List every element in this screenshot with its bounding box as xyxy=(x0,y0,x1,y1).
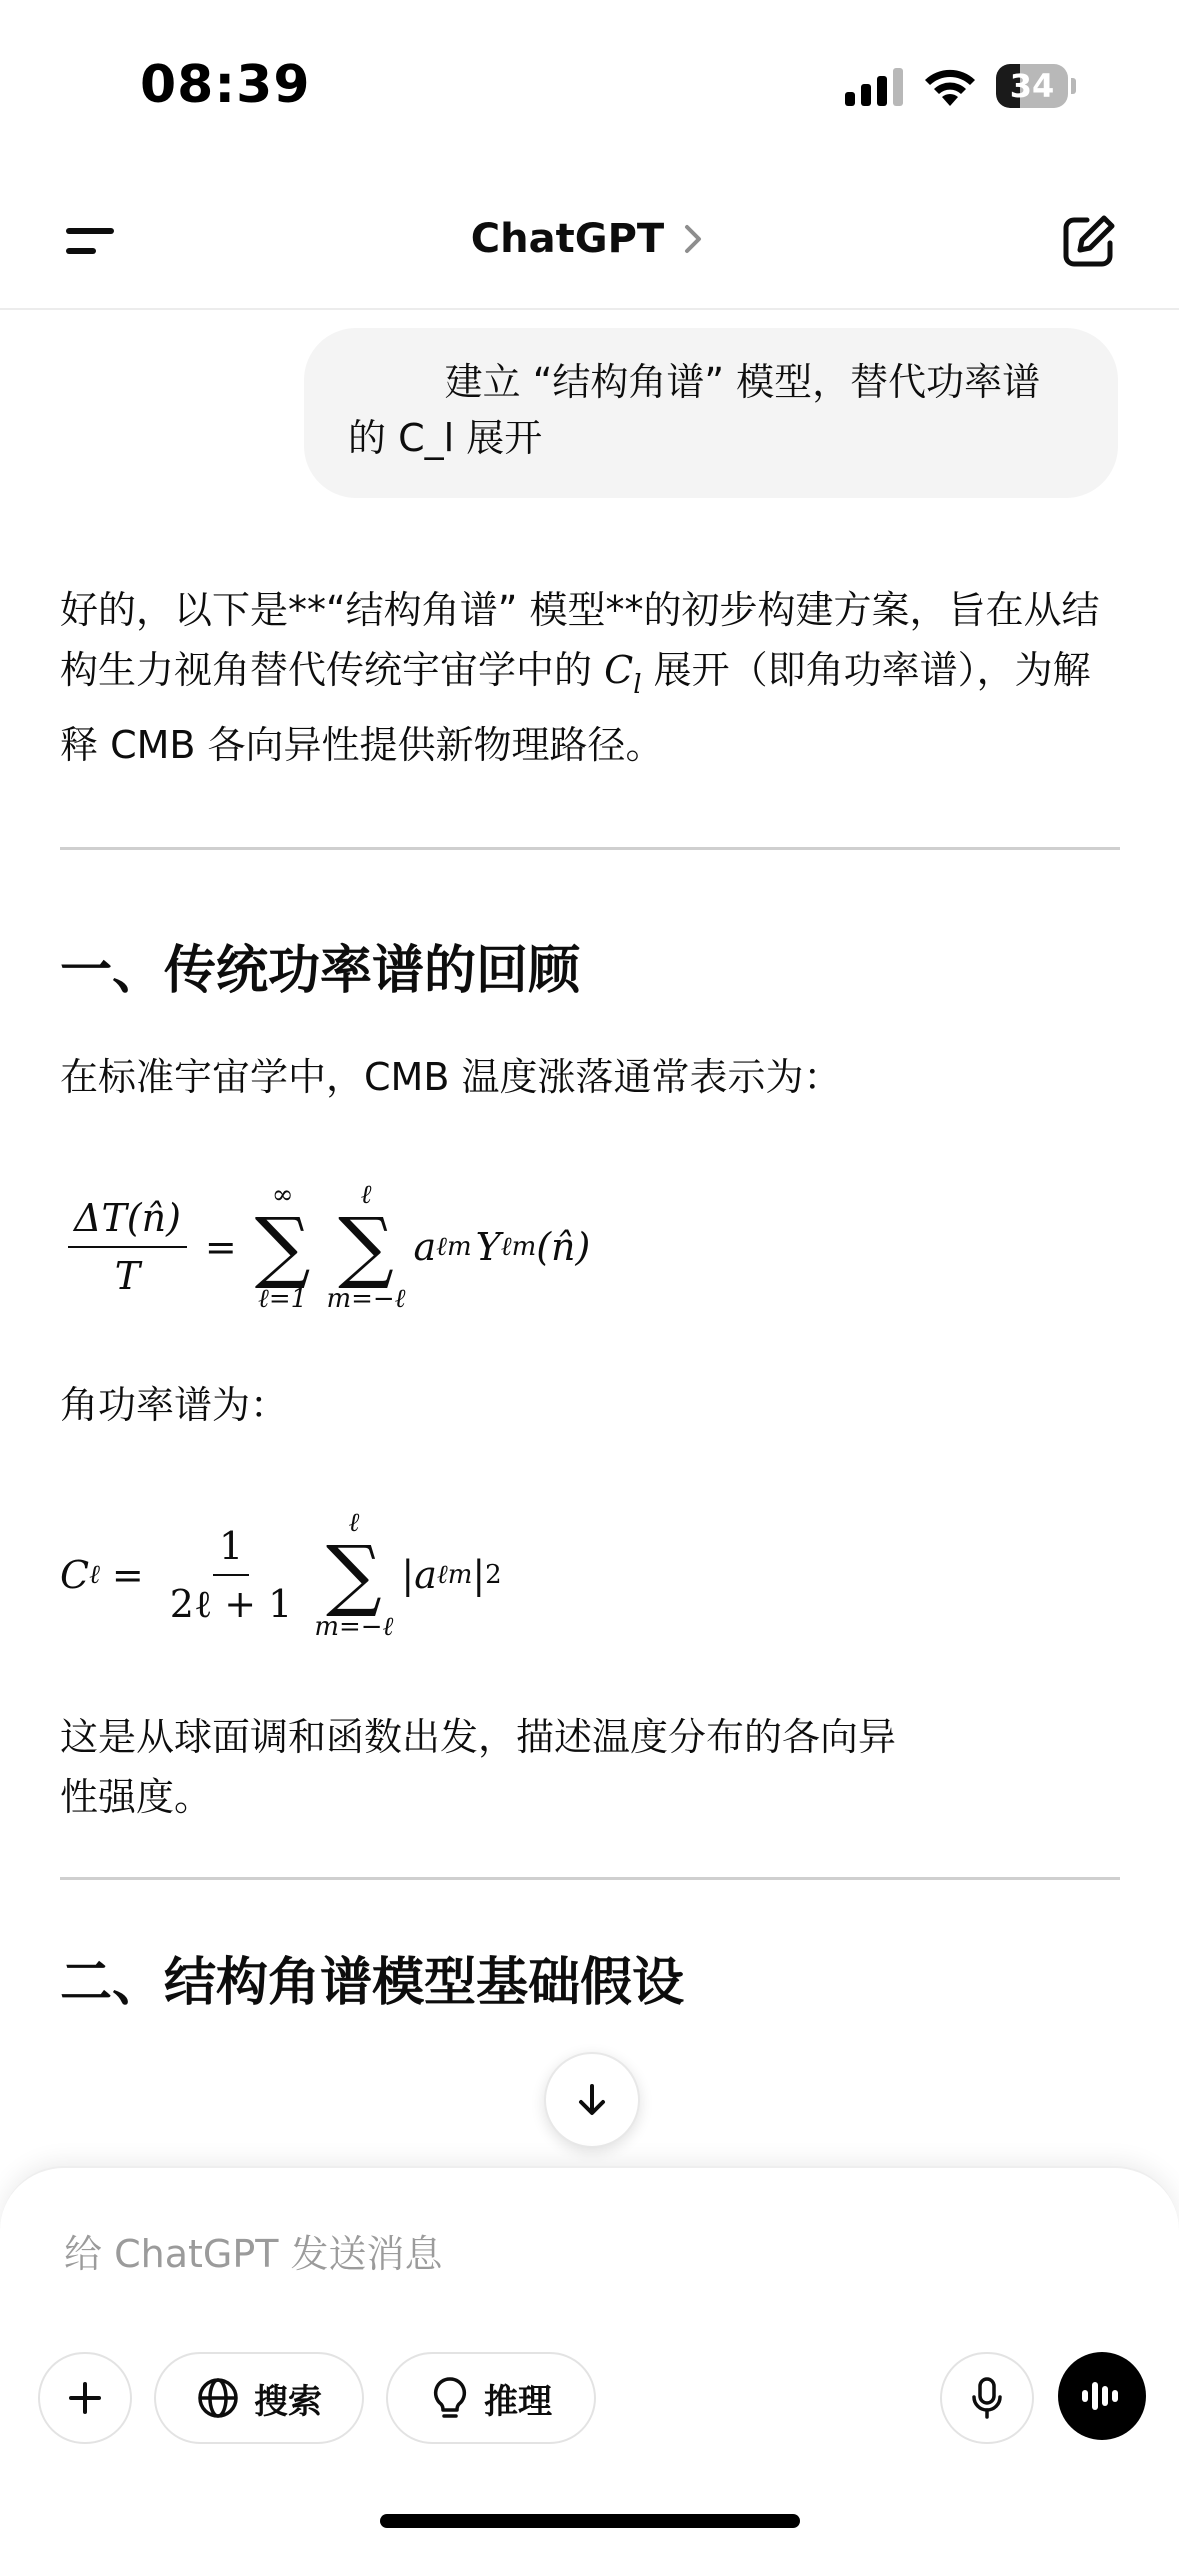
intro-text-2: 展开（即角功率谱），为解释 CMB 各向异性提供新物理路径。 xyxy=(60,648,1091,767)
section-1-text-3: 这是从球面调和函数出发，描述温度分布的各向异 性强度。 xyxy=(60,1715,897,1819)
lightbulb-icon xyxy=(430,2375,470,2421)
microphone-button[interactable] xyxy=(940,2352,1034,2444)
assistant-intro xyxy=(60,580,1120,775)
composer xyxy=(0,2166,1179,2558)
scroll-to-bottom-button[interactable] xyxy=(544,2052,640,2148)
microphone-icon xyxy=(967,2376,1007,2420)
section-1-text: 在标准宇宙学中，CMB 温度涨落通常表示为： xyxy=(60,1055,842,1099)
equation-power-spectrum: C ℓ = $\frac{1}{\text{2ℓ + 1}}$ ℓ ∑ m=−ℓ |a ℓm | 2 xyxy=(60,1508,502,1642)
arrow-down-icon xyxy=(572,2080,612,2120)
assistant-message xyxy=(60,580,1120,2015)
section-divider-2 xyxy=(60,1877,1120,1880)
voice-mode-button[interactable] xyxy=(1058,2352,1146,2440)
status-time: 08:39 xyxy=(140,55,311,115)
reason-button[interactable] xyxy=(386,2352,596,2444)
section-1-text-2: 角功率谱为： xyxy=(60,1383,289,1427)
plus-icon xyxy=(65,2378,105,2418)
battery-indicator xyxy=(996,64,1076,108)
new-chat-icon[interactable] xyxy=(1060,212,1118,270)
nav-header xyxy=(0,170,1179,310)
battery-percent: 34 xyxy=(1009,67,1055,105)
intro-math: $C_l$ xyxy=(604,648,642,700)
search-label: 搜索 xyxy=(254,2381,322,2422)
eq2-fraction: $\frac{1}{\text{2ℓ + 1}}$ xyxy=(169,1523,293,1626)
reason-label: 推理 xyxy=(484,2381,552,2422)
home-indicator xyxy=(380,2514,800,2528)
page-title: ChatGPT xyxy=(470,216,665,262)
section-2-heading: 二、结构角谱模型基础假设 xyxy=(60,1953,685,2013)
intro-text-1: 好的，以下是**“结构角谱” 模型**的初步构建方案，旨在从结构生力视角替代传统宇宙学中的 xyxy=(60,588,1100,692)
wifi-icon xyxy=(922,66,978,108)
model-selector[interactable] xyxy=(0,170,1179,308)
attach-button[interactable] xyxy=(38,2352,132,2444)
user-message-bubble[interactable]: 建立 “结构角谱” 模型，替代功率谱的 C_l 展开 xyxy=(304,328,1118,498)
eq2-sum-m: ℓ ∑ m=−ℓ xyxy=(314,1508,394,1642)
waveform-icon xyxy=(1080,2376,1124,2416)
globe-icon xyxy=(196,2376,240,2420)
message-input[interactable] xyxy=(64,2224,1064,2284)
section-divider xyxy=(60,847,1120,850)
status-bar xyxy=(0,0,1179,170)
eq1-sum-m: ℓ ∑ m=−ℓ xyxy=(326,1180,406,1314)
eq1-sum-l: ∞ ∑ ℓ=1 xyxy=(254,1180,311,1314)
section-1-heading: 一、传统功率谱的回顾 xyxy=(60,941,581,1001)
chevron-right-icon xyxy=(678,221,708,257)
eq1-fraction: $\frac{\Delta T(n̂)}{T}$ xyxy=(68,1196,187,1298)
equation-temperature-expansion: $\frac{\Delta T(n̂)}{T}$ = ∞ ∑ ℓ=1 ℓ ∑ m=−ℓ a ℓm Y ℓm (n̂) xyxy=(60,1167,1120,1327)
cellular-signal-icon xyxy=(845,66,907,110)
search-button[interactable] xyxy=(154,2352,364,2444)
